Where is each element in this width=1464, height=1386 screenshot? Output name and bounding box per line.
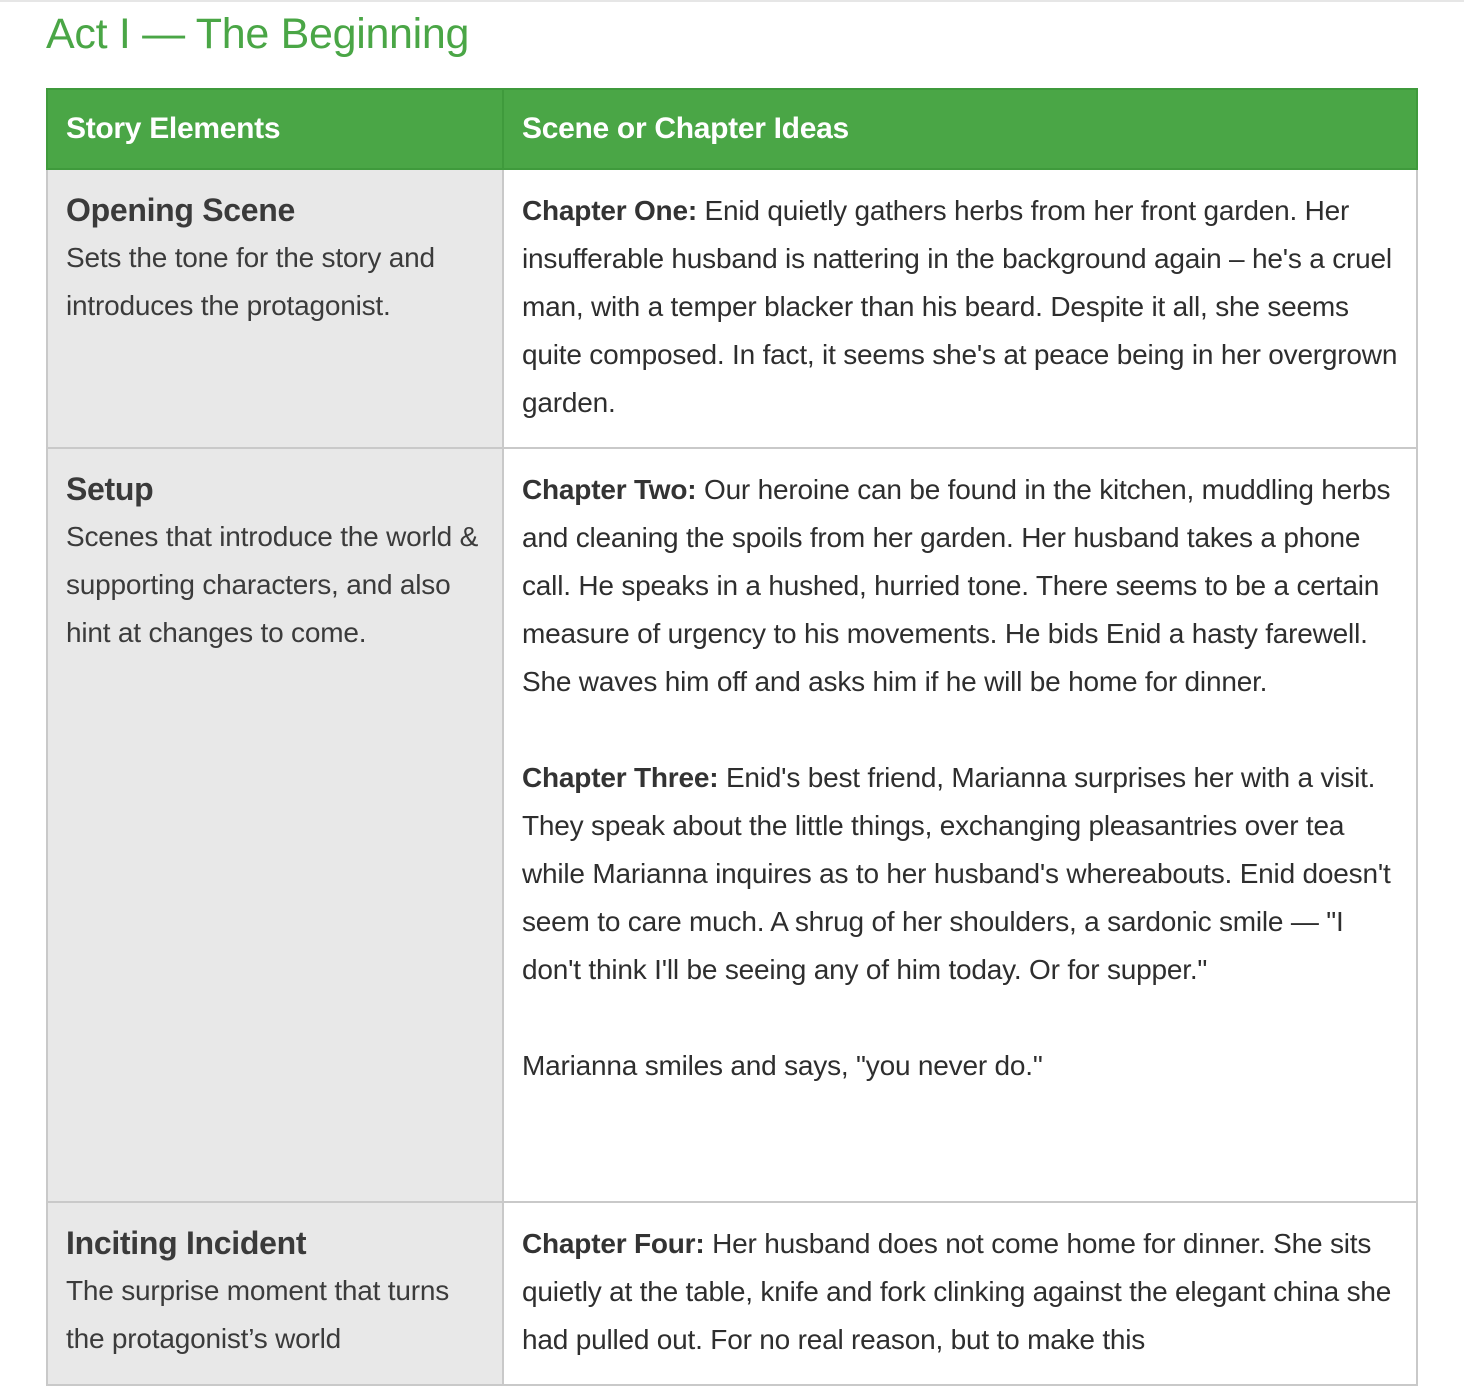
story-element-description: Sets the tone for the story and introduces the protagonist. <box>66 242 435 321</box>
chapter-paragraph <box>522 187 1398 427</box>
chapter-label: Chapter One: <box>522 195 697 226</box>
story-element-description: Scenes that introduce the world & supporting characters, and also hint at changes to come. <box>66 521 479 648</box>
story-element-name: Inciting Incident <box>66 1225 307 1261</box>
chapter-label: Chapter Two: <box>522 474 697 505</box>
story-element-name: Opening Scene <box>66 192 296 228</box>
chapter-text: Enid's best friend, Marianna surprises her with a visit. They speak about the little things, exchanging pleasantries over tea while Marianna inquires as to her husband's whereabouts. Enid doesn't seem to care much. A shrug of her shoulders, a sardonic smile — "I don't think I'll be seeing any of him today. Or for supper." <box>522 762 1391 985</box>
story-element-cell <box>47 169 503 448</box>
chapter-text: Enid quietly gathers herbs from her front garden. Her insufferable husband is nattering in the background again – he's a cruel man, with a temper blacker than his beard. Despite it all, she seems quite composed. In fact, it seems she's at peace being in her overgrown garden. <box>522 195 1398 418</box>
chapter-paragraph <box>522 1042 1398 1090</box>
table-header-row <box>47 89 1417 169</box>
page-title: Act I — The Beginning <box>46 10 470 58</box>
top-divider <box>0 0 1464 2</box>
chapter-paragraph <box>522 466 1398 706</box>
header-story-elements: Story Elements <box>47 89 503 169</box>
story-element-description: The surprise moment that turns the protagonist’s world <box>66 1275 450 1354</box>
table-row <box>47 169 1417 448</box>
story-element-cell <box>47 1202 503 1385</box>
table-row <box>47 448 1417 1202</box>
chapter-text: Her husband does not come home for dinner. She sits quietly at the table, knife and fork clinking against the elegant china she had pulled out. For no real reason, but to make this <box>522 1228 1392 1355</box>
chapter-paragraph <box>522 1220 1398 1364</box>
story-element-name: Setup <box>66 471 154 507</box>
story-outline-table <box>46 88 1418 1386</box>
chapter-text: Our heroine can be found in the kitchen, muddling herbs and cleaning the spoils from her garden. Her husband takes a phone call. He speaks in a hushed, hurried tone. There seems to be a certain measure of urgency to his movements. He bids Enid a hasty farewell. She waves him off and asks him if he will be home for dinner. <box>522 474 1391 697</box>
chapter-ideas-cell <box>503 169 1417 448</box>
chapter-text: Marianna smiles and says, "you never do." <box>522 1050 1043 1081</box>
header-scene-ideas: Scene or Chapter Ideas <box>503 89 1417 169</box>
chapter-paragraph <box>522 754 1398 994</box>
chapter-label: Chapter Three: <box>522 762 719 793</box>
table-row <box>47 1202 1417 1385</box>
story-element-cell <box>47 448 503 1202</box>
chapter-label: Chapter Four: <box>522 1228 705 1259</box>
chapter-ideas-cell <box>503 448 1417 1202</box>
chapter-ideas-cell <box>503 1202 1417 1385</box>
